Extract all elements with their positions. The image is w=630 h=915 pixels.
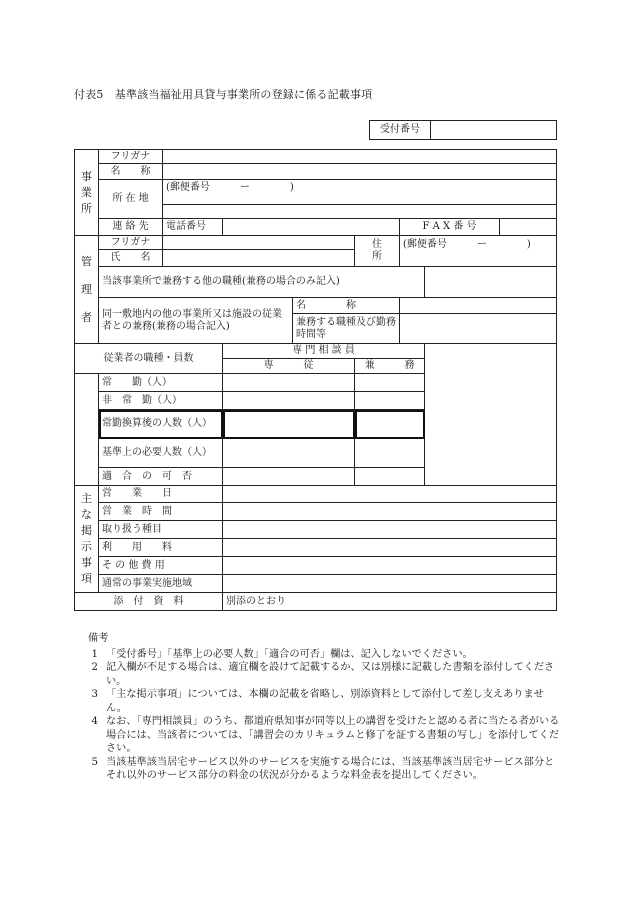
manager-address-field[interactable] <box>400 236 557 267</box>
manager-other-name-field[interactable] <box>400 298 557 314</box>
notes-heading: 備考 <box>88 633 109 644</box>
staff-cell[interactable] <box>355 439 425 468</box>
staff-cell[interactable] <box>223 468 355 486</box>
manager-other-office-label: 同一敷地内の他の事業所又は施設の従業者との兼務(兼務の場合記入) <box>99 298 293 344</box>
office-address-field[interactable] <box>163 205 557 219</box>
manager-concurrent-label: 当該事業所で兼務する他の職種(兼務の場合のみ記入) <box>99 267 425 298</box>
notes-section <box>74 632 560 783</box>
staff-cell[interactable] <box>223 392 355 410</box>
office-name-label: 名 称 <box>99 164 163 180</box>
note-item: 5 当該基準該当居宅サービス以外のサービスを実施する場合には、当該基準該当居宅サービス部分とそれ以外のサービス部分の料金の状況が分かるような料金表を提出してください。 <box>91 756 555 781</box>
manager-concurrent-field[interactable] <box>425 267 557 298</box>
staff-indent <box>75 374 99 392</box>
consultant-full-time-header: 専 従 <box>223 359 355 374</box>
posting-field[interactable] <box>223 503 557 521</box>
office-phone-label: 電話番号 <box>163 219 223 236</box>
manager-name-label: 氏 名 <box>99 250 163 267</box>
posting-field[interactable] <box>223 521 557 539</box>
posting-field[interactable] <box>223 486 557 503</box>
staff-row-label: 非 常 勤（人） <box>99 392 223 410</box>
manager-address-label: 住 所 <box>355 236 400 267</box>
office-section-label: 事業所 <box>75 150 99 236</box>
staff-indent <box>75 468 99 486</box>
receipt-number-label: 受付番号 <box>370 121 431 139</box>
posting-row-label: 通常の事業実施地域 <box>99 575 223 593</box>
posting-row-label: 営 業 日 <box>99 486 223 503</box>
manager-job-label: 兼務する職種及び勤務時間等 <box>293 314 400 344</box>
posting-row-label: 利 用 料 <box>99 539 223 557</box>
posting-field[interactable] <box>223 557 557 575</box>
page-title: 付表5 基準該当福祉用具貸与事業所の登録に係る記載事項 <box>74 88 373 101</box>
staff-cell[interactable] <box>355 374 425 392</box>
staff-row-label: 常 勤（人） <box>99 374 223 392</box>
manager-job-field[interactable] <box>400 314 557 344</box>
posting-field[interactable] <box>223 575 557 593</box>
office-furigana-field[interactable] <box>163 150 557 164</box>
staff-row-label: 基準上の必要人数（人） <box>99 439 223 468</box>
office-fax-field[interactable] <box>500 219 557 236</box>
manager-section-label: 管理者 <box>75 236 99 344</box>
posting-row-label: 営 業 時 間 <box>99 503 223 521</box>
staff-cell[interactable] <box>355 392 425 410</box>
posting-row-label: 取り扱う種目 <box>99 521 223 539</box>
manager-postal-text: (郵便番号 ー ) <box>403 239 531 250</box>
office-phone-field[interactable] <box>223 219 400 236</box>
office-contact-label: 連 絡 先 <box>99 219 163 236</box>
note-item: 3 「主な掲示事項」については、本欄の記載を省略し、別添資料として添付して差し支えありません。 <box>91 689 544 714</box>
manager-furigana-field[interactable] <box>163 236 355 250</box>
note-item: 2 記入欄が不足する場合は、適宜欄を設けて記載するか、又は別様に記載した書類を添付してください。 <box>91 662 555 687</box>
posting-row-label: そ の 他 費 用 <box>99 557 223 575</box>
office-postal-field[interactable]: (郵便番号 ー ) <box>163 180 557 205</box>
staff-indent <box>75 392 99 410</box>
posting-field[interactable] <box>223 539 557 557</box>
staff-cell[interactable] <box>355 468 425 486</box>
registration-form-table <box>74 149 557 611</box>
receipt-number-field[interactable] <box>431 121 556 139</box>
consultant-header: 専 門 相 談 員 <box>223 344 425 359</box>
office-address-label: 所 在 地 <box>99 180 163 219</box>
staff-indent <box>75 410 99 439</box>
office-furigana-label: フリガナ <box>99 150 163 164</box>
office-name-field[interactable] <box>163 164 557 180</box>
staff-indent <box>75 439 99 468</box>
staff-cell[interactable] <box>355 410 425 439</box>
manager-name-field[interactable] <box>163 250 355 267</box>
office-fax-label: F A X 番 号 <box>400 219 500 236</box>
staff-cell[interactable] <box>223 439 355 468</box>
staff-blank-area <box>425 344 557 486</box>
staff-cell[interactable] <box>223 374 355 392</box>
note-item: 4 なお、「専門相談員」のうち、都道府県知事が同等以上の講習を受けたと認める者に当たる者がいる場合には、当該者については、「講習会のカリキュラムと修了を証する書類の写し」を添付してください。 <box>91 716 560 754</box>
manager-other-name-label: 名 称 <box>293 298 400 314</box>
staff-header-label: 従業者の職種・員数 <box>75 344 223 374</box>
note-item: 1 「受付番号」「基準上の必要人数」「適合の可否」欄は、記入しないでください。 <box>91 648 473 660</box>
consultant-concurrent-header: 兼 務 <box>355 359 425 374</box>
receipt-number-box <box>369 120 557 140</box>
staff-cell[interactable] <box>223 410 355 439</box>
staff-row-label: 適 合 の 可 否 <box>99 468 223 486</box>
posting-section-label: 主な掲示事項 <box>75 486 99 593</box>
staff-row-label: 常勤換算後の人数（人） <box>99 410 223 439</box>
attachment-value: 別添のとおり <box>223 593 557 611</box>
attachment-label: 添 付 資 料 <box>75 593 223 611</box>
manager-furigana-label: フリガナ <box>99 236 163 250</box>
